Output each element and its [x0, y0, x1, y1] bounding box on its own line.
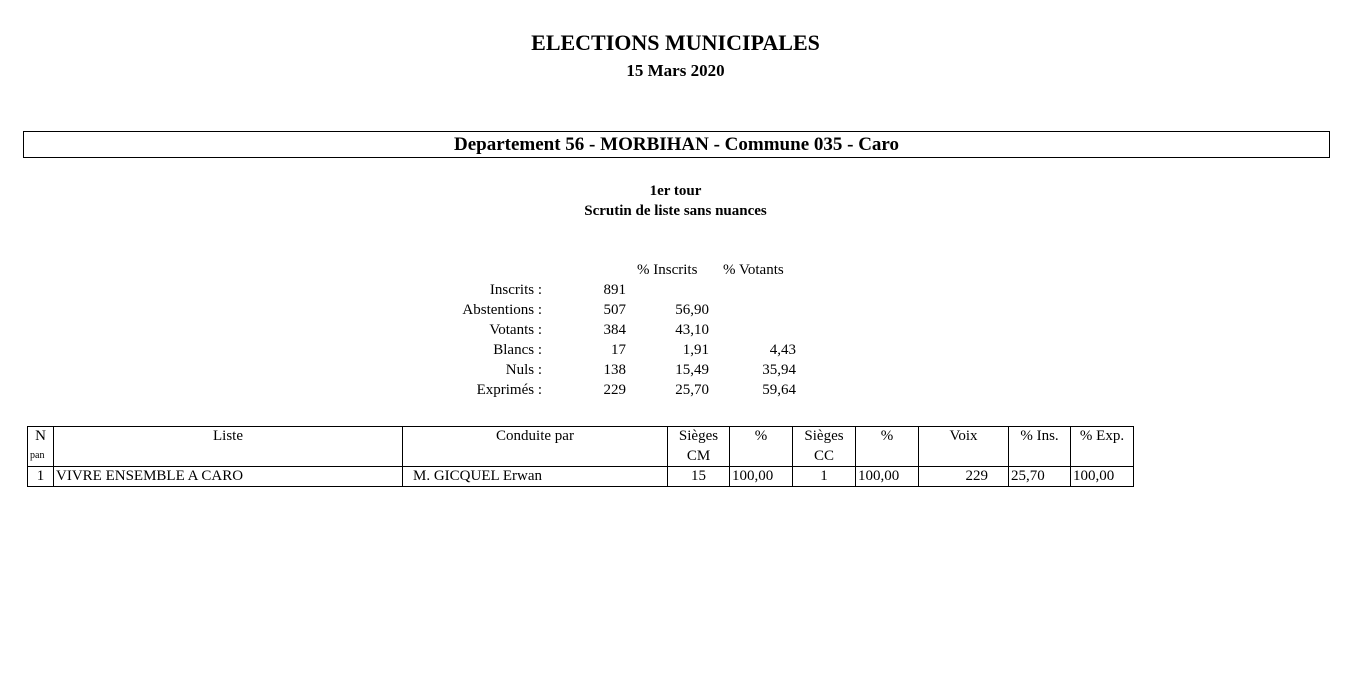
stat-pct-inscrits: 43,10: [675, 322, 709, 338]
stat-value: 507: [603, 302, 626, 318]
header-n-sub: pan: [28, 446, 54, 467]
stat-pct-votants: 4,43: [769, 342, 796, 358]
stat-label: Votants :: [489, 322, 542, 338]
empty-cell: [1071, 446, 1134, 467]
cell-n: 1: [28, 467, 54, 487]
col-header-pct-inscrits: % Inscrits: [637, 262, 698, 278]
stat-label: Inscrits :: [489, 282, 542, 298]
stat-pct-inscrits: 56,90: [675, 302, 709, 318]
empty-cell: [54, 446, 403, 467]
cell-voix: 229: [919, 467, 1009, 487]
empty-cell: [1009, 446, 1071, 467]
stat-pct-inscrits: 25,70: [675, 382, 709, 398]
header-n: N: [28, 427, 54, 447]
table-subheader-row: [28, 446, 1134, 467]
header-pct-ins: % Ins.: [1009, 427, 1071, 447]
results-table: [27, 426, 1134, 487]
stat-label: Exprimés :: [476, 382, 542, 398]
stat-pct-inscrits: 1,91: [682, 342, 709, 358]
cell-pct-exp: 100,00: [1071, 467, 1134, 487]
election-date: 15 Mars 2020: [626, 61, 725, 80]
stat-pct-votants: 35,94: [762, 362, 796, 378]
stat-value: 229: [603, 382, 626, 398]
stat-value: 891: [603, 282, 626, 298]
round-label: 1er tour: [649, 183, 702, 199]
scrutin-label: Scrutin de liste sans nuances: [584, 203, 767, 219]
page-title: ELECTIONS MUNICIPALES: [531, 30, 820, 55]
stat-pct-inscrits: 15,49: [675, 362, 709, 378]
location-banner: Departement 56 - MORBIHAN - Commune 035 - Caro: [23, 131, 1330, 158]
empty-cell: [919, 446, 1009, 467]
table-row: [28, 467, 1134, 487]
header-conduite: Conduite par: [403, 427, 668, 447]
header-pct-cm: %: [730, 427, 793, 447]
cell-pct-cm: 100,00: [730, 467, 793, 487]
cell-pct-ins: 25,70: [1009, 467, 1071, 487]
stat-pct-votants: 59,64: [762, 382, 796, 398]
stat-value: 138: [603, 362, 626, 378]
header-sieges-cm: Sièges: [668, 427, 730, 447]
cell-conduite: M. GICQUEL Erwan: [403, 467, 668, 487]
header-sieges-cm-sub: CM: [668, 446, 730, 467]
round-info: [0, 181, 1351, 221]
stat-label: Nuls :: [505, 362, 542, 378]
empty-cell: [730, 446, 793, 467]
empty-cell: [403, 446, 668, 467]
table-header-row: [28, 427, 1134, 447]
col-header-pct-votants: % Votants: [723, 262, 784, 278]
header-voix: Voix: [919, 427, 1009, 447]
cell-liste: VIVRE ENSEMBLE A CARO: [54, 467, 403, 487]
header-pct-exp: % Exp.: [1071, 427, 1134, 447]
cell-sieges-cc: 1: [793, 467, 856, 487]
header-sieges-cc: Sièges: [793, 427, 856, 447]
header-pct-cc: %: [856, 427, 919, 447]
empty-cell: [856, 446, 919, 467]
header-liste: Liste: [54, 427, 403, 447]
stat-label: Blancs :: [493, 342, 542, 358]
cell-pct-cc: 100,00: [856, 467, 919, 487]
stat-value: 17: [611, 342, 626, 358]
stat-value: 384: [603, 322, 626, 338]
header-sieges-cc-sub: CC: [793, 446, 856, 467]
cell-sieges-cm: 15: [668, 467, 730, 487]
stat-label: Abstentions :: [462, 302, 542, 318]
